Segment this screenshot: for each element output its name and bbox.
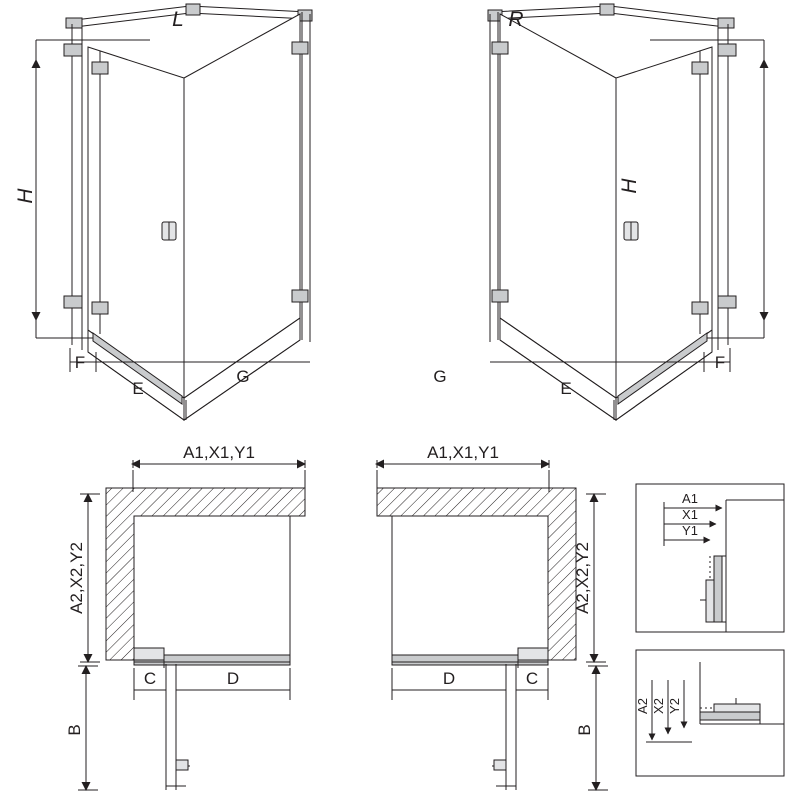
label-E-right: E bbox=[560, 379, 572, 398]
detail-corner-top bbox=[636, 484, 784, 632]
plan-right-dim-D: D bbox=[442, 669, 456, 688]
plan-left-dim-B: B bbox=[65, 724, 84, 736]
plan-left-dim-C: C bbox=[143, 669, 157, 688]
label-height-left: H bbox=[14, 188, 37, 204]
label-height-right: H bbox=[618, 178, 641, 194]
detail-top-label-Y1: Y1 bbox=[682, 523, 698, 538]
label-F-left: F bbox=[74, 353, 86, 372]
label-variant-right: R bbox=[508, 8, 524, 31]
view-right-plan bbox=[376, 443, 608, 790]
label-G-right: G bbox=[433, 367, 447, 386]
plan-right-side-dim: A2,X2,Y2 bbox=[573, 542, 592, 614]
label-F-right: F bbox=[714, 353, 726, 372]
plan-right-top-dim: A1,X1,Y1 bbox=[427, 443, 499, 462]
plan-left-dim-D: D bbox=[226, 669, 240, 688]
detail-bottom-label-X2: X2 bbox=[651, 698, 666, 714]
label-variant-left: L bbox=[172, 8, 184, 31]
view-left-3d bbox=[14, 4, 312, 420]
detail-bottom-label-A2: A2 bbox=[635, 698, 650, 714]
view-right-3d bbox=[433, 4, 764, 420]
detail-corner-bottom bbox=[635, 650, 784, 776]
plan-right-dim-C: C bbox=[525, 669, 539, 688]
detail-top-label-A1: A1 bbox=[682, 491, 698, 506]
label-E-left: E bbox=[132, 379, 144, 398]
plan-left-top-dim: A1,X1,Y1 bbox=[183, 443, 255, 462]
detail-bottom-label-Y2: Y2 bbox=[667, 698, 682, 714]
plan-right-dim-B: B bbox=[575, 724, 594, 736]
plan-left-side-dim: A2,X2,Y2 bbox=[67, 542, 86, 614]
view-left-plan bbox=[65, 443, 305, 790]
label-G-left: G bbox=[236, 367, 250, 386]
detail-top-label-X1: X1 bbox=[682, 507, 698, 522]
